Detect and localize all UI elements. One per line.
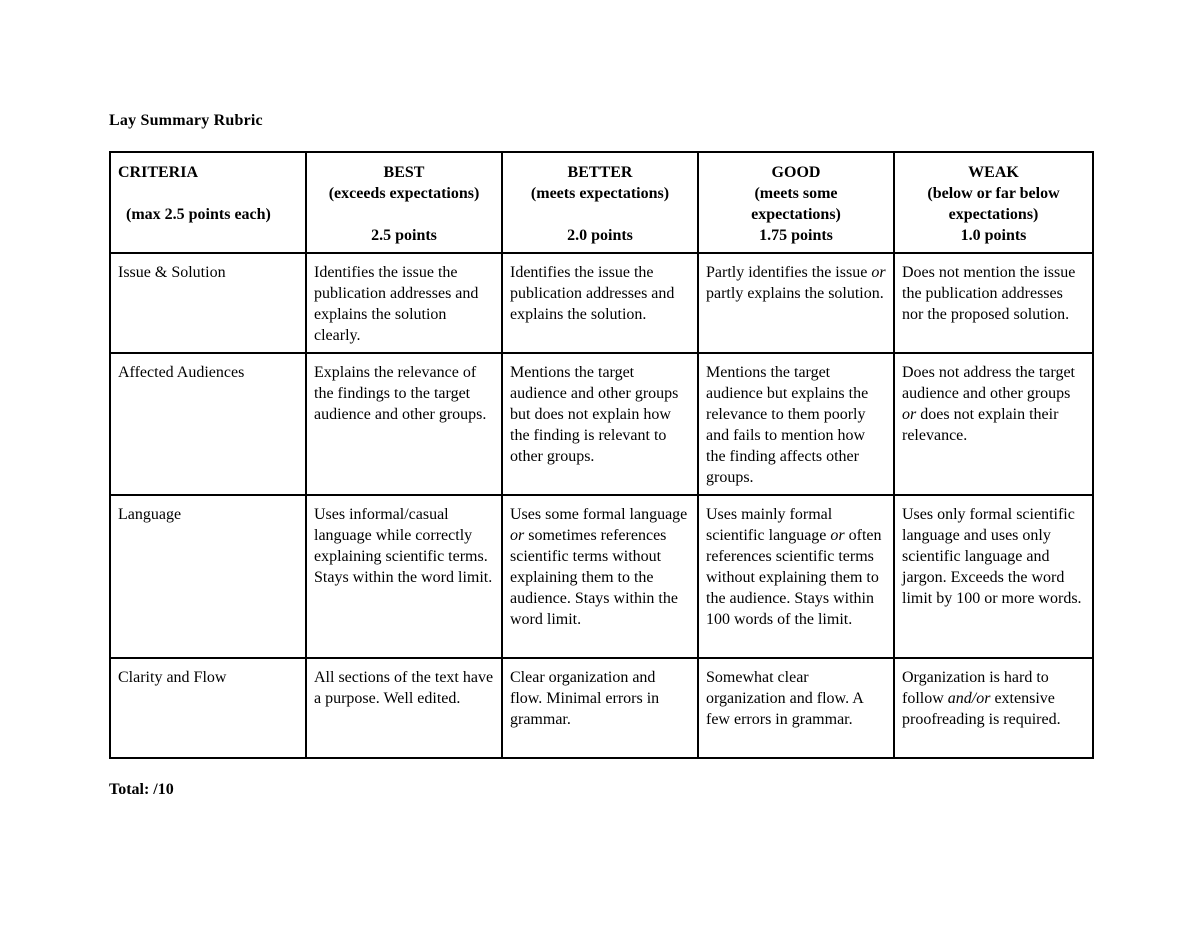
table-row bbox=[110, 353, 1093, 495]
criterion-cell: Issue & Solution bbox=[110, 253, 306, 353]
criteria-note: (max 2.5 points each) bbox=[126, 206, 271, 223]
level-description-cont: expectations) bbox=[751, 206, 841, 223]
weak-cell: Does not mention the issue the publication addresses nor the proposed solution. bbox=[894, 253, 1093, 353]
best-cell: Identifies the issue the publication addresses and explains the solution clearly. bbox=[306, 253, 502, 353]
header-weak-cell bbox=[894, 152, 1093, 253]
best-cell: Uses informal/casual language while correctly explaining scientific terms. Stays within the word limit. bbox=[306, 495, 502, 658]
criterion-cell: Language bbox=[110, 495, 306, 658]
page-title: Lay Summary Rubric bbox=[109, 112, 263, 129]
level-points: 1.0 points bbox=[960, 227, 1027, 244]
level-name: GOOD bbox=[771, 164, 821, 181]
level-points: 2.0 points bbox=[567, 227, 633, 244]
criterion-cell: Clarity and Flow bbox=[110, 658, 306, 758]
good-cell: Somewhat clear organization and flow. A few errors in grammar. bbox=[698, 658, 894, 758]
good-cell: Uses mainly formal scientific language or often references scientific terms without explaining them to the audience. Stays within 100 words of the limit. bbox=[698, 495, 894, 658]
better-cell: Clear organization and flow. Minimal errors in grammar. bbox=[502, 658, 698, 758]
table-row bbox=[110, 658, 1093, 758]
criteria-label: CRITERIA bbox=[118, 164, 199, 181]
weak-cell: Organization is hard to follow and/or extensive proofreading is required. bbox=[894, 658, 1093, 758]
level-description: (meets some bbox=[754, 185, 838, 202]
rubric-table bbox=[109, 151, 1094, 759]
level-name: WEAK bbox=[968, 164, 1019, 181]
level-name: BEST bbox=[383, 164, 425, 181]
header-criteria-cell bbox=[110, 152, 306, 253]
level-points: 2.5 points bbox=[371, 227, 437, 244]
weak-cell: Uses only formal scientific language and uses only scientific language and jargon. Exceeds the word limit by 100 or more words. bbox=[894, 495, 1093, 658]
best-cell: All sections of the text have a purpose. Well edited. bbox=[306, 658, 502, 758]
level-points: 1.75 points bbox=[759, 227, 833, 244]
level-description: (meets expectations) bbox=[530, 185, 670, 202]
good-cell: Mentions the target audience but explains the relevance to them poorly and fails to mention how the finding affects other groups. bbox=[698, 353, 894, 495]
total-score: Total: /10 bbox=[109, 781, 174, 798]
better-cell: Identifies the issue the publication addresses and explains the solution. bbox=[502, 253, 698, 353]
level-description: (below or far below bbox=[927, 185, 1060, 202]
header-better-cell bbox=[502, 152, 698, 253]
table-row bbox=[110, 253, 1093, 353]
level-description: (exceeds expectations) bbox=[328, 185, 480, 202]
weak-cell: Does not address the target audience and other groups or does not explain their relevance. bbox=[894, 353, 1093, 495]
header-row bbox=[110, 152, 1093, 253]
better-cell: Mentions the target audience and other groups but does not explain how the finding is relevant to other groups. bbox=[502, 353, 698, 495]
level-name: BETTER bbox=[567, 164, 633, 181]
good-cell: Partly identifies the issue or partly explains the solution. bbox=[698, 253, 894, 353]
header-good-cell bbox=[698, 152, 894, 253]
header-best-cell bbox=[306, 152, 502, 253]
criterion-cell: Affected Audiences bbox=[110, 353, 306, 495]
better-cell: Uses some formal language or sometimes references scientific terms without explaining them to the audience. Stays within the word limit. bbox=[502, 495, 698, 658]
best-cell: Explains the relevance of the findings to the target audience and other groups. bbox=[306, 353, 502, 495]
level-description-cont: expectations) bbox=[948, 206, 1039, 223]
table-row bbox=[110, 495, 1093, 658]
